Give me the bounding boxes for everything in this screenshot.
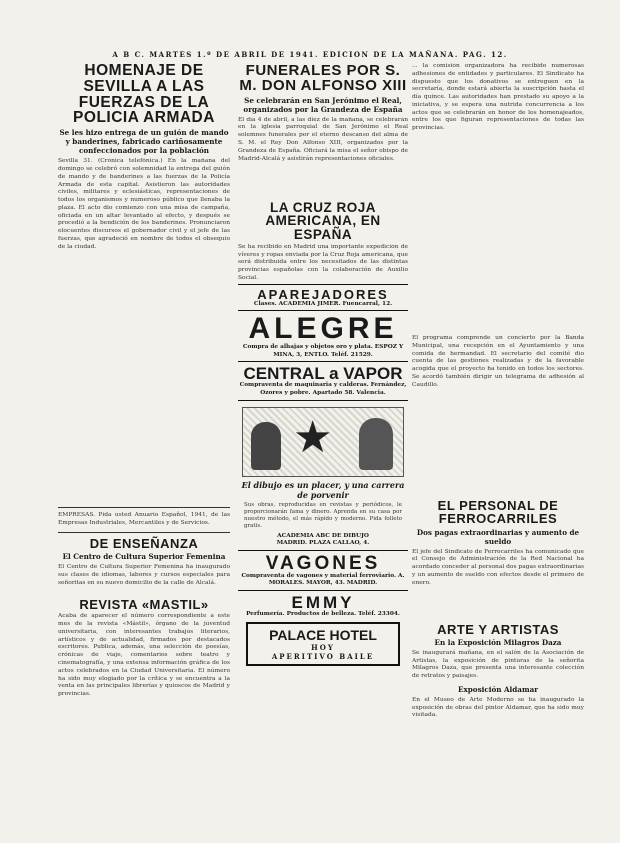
ad-dibujo-name: ACADEMIA ABC DE DIBUJO — [277, 532, 369, 539]
ad-central-text: Compraventa de maquinaria y calderas. Fernández, Ozores y pobre. Apartado 58. Valencia. — [239, 382, 407, 397]
ad-aparejadores-title: APAREJADORES — [257, 286, 389, 302]
ad-dibujo-text: Sus obras, reproducidas en revistas y periódicos, le proporcionarán fama y dinero. Aprenda en su casa por nuestro método, el más rápido y moderno. Pida folleto gratis. — [244, 501, 402, 530]
headline-mastil: REVISTA «MASTIL» — [79, 597, 209, 612]
article-mastil: Acaba de aparecer el número correspondiente a este mes de la revista «Mástil», órgano de la juventud universitaria, con interesantes trabajos literarios, artísticos y de actualidad, firmados por destacados escritores. Publica, además, una selección de poesías, crónicas de viaje, comentarios sobre teatro y cinematografía, y una extensa información gráfica de los actos celebrados en la Ciudad Universitaria. El número ha sido muy elogiado por la crítica y se encuentra a la venta en las principales librerías y quioscos de Madrid y provincias. — [58, 613, 230, 698]
drawing-illustration — [242, 407, 404, 477]
figure-shape — [251, 422, 281, 470]
article-arte: Se inaugurará mañana, en el salón de la Asociación de Artistas, la exposición de pinturas de la señorita Milagros Daza, que presenta una interesante colección de retratos y paisajes. — [412, 649, 584, 680]
ad-alegre — [238, 310, 408, 361]
subhead-homenaje: Se les hizo entrega de un guión de mando y banderines, fabricado cariñosamente confeccionados por la población — [59, 128, 229, 156]
article-ensenanza: El Centro de Cultura Superior Femenina ha inaugurado sus clases de idiomas, labores y cursos especiales para señoritas en su nuevo domicilio de la calle de Alcalá. — [58, 564, 230, 586]
subhead-arte-2: Exposición Aldamar — [457, 684, 539, 694]
ad-dibujo-address: MADRID. PLAZA CALLAO, 4. — [276, 540, 370, 547]
column-1 — [58, 63, 230, 823]
column-2 — [238, 63, 408, 823]
headline-homenaje: HOMENAJE DE SEVILLA A LAS FUERZAS DE LA POLICIA ARMADA — [73, 63, 215, 127]
ad-academia-dibujo — [238, 400, 408, 550]
ad-hotel-text: APERITIVO BAILE — [271, 652, 375, 662]
ad-vagones-title: VAGONES — [265, 552, 381, 574]
ad-palace-hotel — [246, 622, 400, 666]
star-icon: ★ — [293, 411, 333, 463]
ad-central-title: CENTRAL a VAPOR — [243, 364, 403, 384]
ad-aparejadores-text: Clases. ACADEMIA JIMER. Fuencarral, 12. — [253, 300, 393, 307]
ad-emmy-text: Perfumería. Productos de belleza. Teléf. 23304. — [246, 610, 400, 617]
ad-hotel-hoy: HOY — [311, 643, 335, 653]
subhead-funerales: Se celebrarán en San Jerónimo el Real, organizados por la Grandeza de España — [243, 95, 403, 114]
ad-central-vapor — [238, 361, 408, 399]
ad-emmy — [238, 590, 408, 621]
divider — [58, 532, 230, 533]
ad-vagones — [238, 550, 408, 590]
ad-aparejadores — [238, 284, 408, 311]
headline-funerales: FUNERALES POR S. M. DON ALFONSO XIII — [239, 63, 407, 95]
subhead-ferrocarriles: Dos pagas extraordinarias y aumento de sueldo — [416, 527, 580, 546]
article-funerales: El día 4 de abril, a las diez de la mañana, se celebrarán en la iglesia parroquial de San Jerónimo el Real solemnes funerales por el eterno descanso del alma de S. M. el Rey Don Alfonso XIII, organizados por la Grandeza de España. Oficiará la misa el señor obispo de Madrid-Alcalá y asistirán representaciones oficiales. — [238, 116, 408, 162]
page-header: A B C. MARTES 1.º DE ABRIL DE 1941. EDICION DE LA MAÑANA. PAG. 12. — [112, 50, 508, 59]
subhead-arte: En la Exposición Milagros Daza — [434, 637, 562, 647]
ad-alegre-title: ALEGRE — [248, 312, 398, 346]
article-cruz-roja: Se ha recibido en Madrid una importante expedición de víveres y ropas enviada por la Cruz Roja americana, que será distribuida entre los necesitados de las distintas provincias españolas con la colaboración de Auxilio Social. — [238, 243, 408, 280]
ad-dibujo-tagline: El dibujo es un placer, y una carrera de porvenir — [241, 479, 405, 500]
ad-alegre-text: Compra de alhajas y objetos oro y plata. ESPOZ Y MINA, 3, ENTLO. Teléf. 21529. — [242, 344, 404, 358]
article-arte-2: En el Museo de Arte Moderno se ha inaugurado la exposición de obras del pintor Aldamar, que ha sido muy visitada. — [412, 696, 584, 719]
notice-empresas: EMPRESAS. Pida usted Anuario Español, 1941, de las Empresas Industriales, Mercantiles y de Servicios. — [58, 512, 230, 526]
divider — [58, 507, 230, 508]
article-continued: ... la comisión organizadora ha recibido numerosas adhesiones de entidades y particulares. El Sindicato ha dispuesto que los donativos se entreguen en la secretaría, donde estará abierta la suscripción hasta el día quince. Las autoridades han prestado su apoyo a la iniciativa, y se espera una nutrida concurrencia a los actos que se celebrarán en honor de los homenajeados, entre los que figuran representaciones de todas las provincias. — [412, 63, 584, 132]
figure-shape — [359, 418, 393, 470]
article-homenaje: Sevilla 31. (Crónica telefónica.) En la mañana del domingo se celebró con solemnidad la entrega del guión de mando y de banderines a las fuerzas de la Policía Armada de esta capital. Asistieron las autoridades civiles, militares y eclesiásticas, representaciones de todos los organismos y numeroso público que llenaba la plaza. El acto dio comienzo con una misa de campaña, oficiada en un altar levantado al efecto, y después se procedió a la bendición de los banderines. Pronunciaron elocuentes discursos el gobernador civil y el jefe de las fuerzas, que agradeció en nombre de todos el obsequio de la ciudad. — [58, 158, 230, 250]
column-3 — [412, 63, 584, 823]
headline-ferrocarriles: EL PERSONAL DE FERROCARRILES — [437, 498, 559, 527]
headline-cruz-roja: LA CRUZ ROJA AMERICANA, EN ESPAÑA — [265, 199, 381, 243]
ad-vagones-text: Compraventa de vagones y material ferroviario. A. MORALES. MAYOR, 43. MADRID. — [241, 572, 405, 587]
ad-hotel-title: PALACE HOTEL — [269, 627, 377, 644]
article-ferrocarriles: El jefe del Sindicato de Ferrocarriles ha comunicado que el Consejo de Administración de la Red Nacional ha acordado conceder al personal dos pagas extraordinarias y un aumento de sueldo con efectos desde el primero de enero. — [412, 548, 584, 586]
subhead-ensenanza: El Centro de Cultura Superior Femenina — [62, 552, 226, 561]
headline-ensenanza: DE ENSEÑANZA — [89, 535, 199, 551]
headline-arte: ARTE Y ARTISTAS — [437, 621, 559, 637]
ad-emmy-title: EMMY — [291, 592, 355, 612]
article-continued-2: El programa comprende un concierto por la Banda Municipal, una recepción en el Ayuntamiento y una comida de hermandad. El secretario del comité dio cuenta de las gestiones realizadas y de la favorable acogida que el proyecto ha tenido en todos los sectores. Se acordó también dirigir un telegrama de adhesión al Caudillo. — [412, 335, 584, 388]
